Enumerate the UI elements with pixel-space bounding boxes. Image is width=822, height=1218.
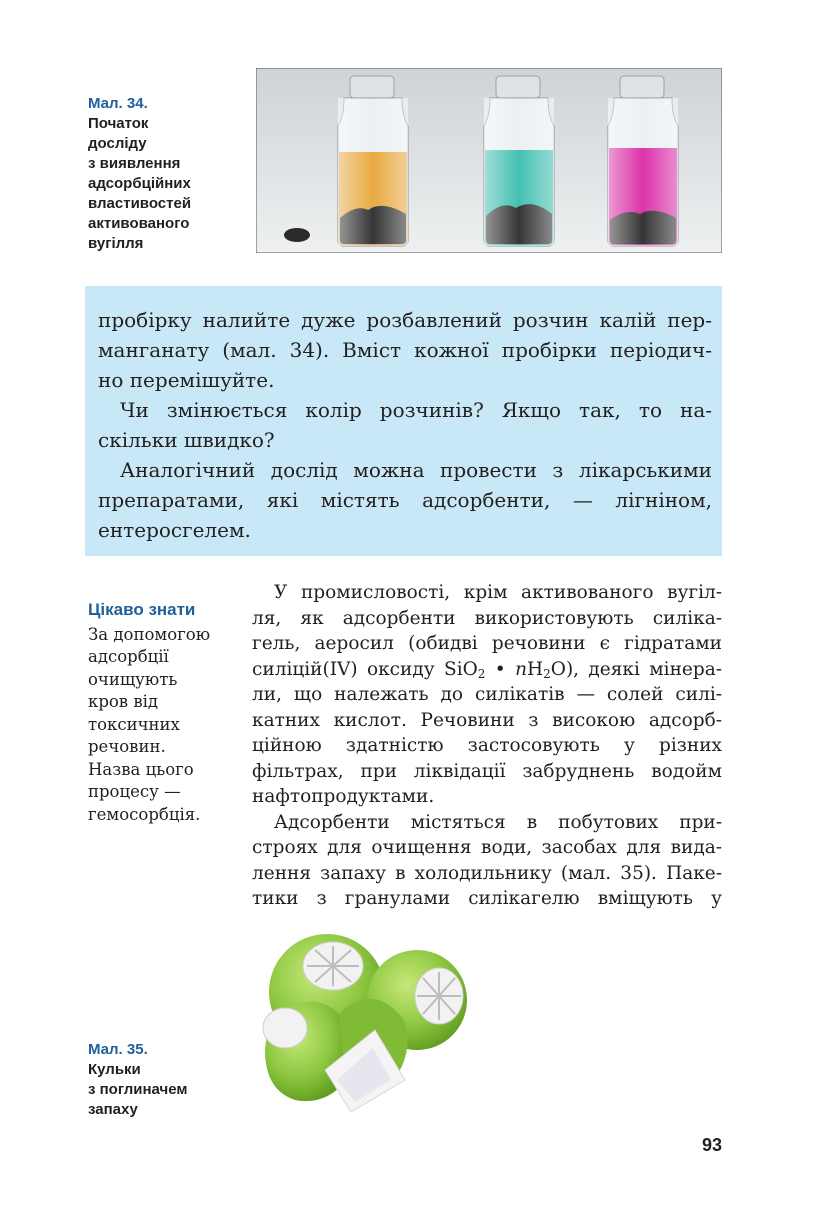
experiment-line: Чи змінюється колір розчинів? Якщо так, то на-	[120, 398, 712, 422]
fig34-caption-line: досліду	[88, 135, 147, 152]
experiment-line: ентеросгелем.	[98, 518, 251, 542]
body-line: Адсорбенти містяться в побутових при-	[274, 811, 722, 833]
body-line: ли, що належать до силікатів — солей силі-	[252, 684, 722, 705]
formula-text: O), деякі мінера-	[550, 658, 722, 680]
fig34-caption-title: Мал. 34.	[88, 95, 148, 112]
experiment-line: манганату (мал. 34). Вміст кожної пробірки періодич-	[98, 338, 712, 362]
formula-text: H	[527, 658, 544, 680]
formula-subscript: 2	[477, 666, 486, 681]
experiment-line: но перемішуйте.	[98, 368, 275, 392]
fig34-caption-line: адсорбційних	[88, 175, 191, 192]
experiment-line: препаратами, які містять адсорбенти, — лігніном,	[98, 488, 712, 512]
note-line: гемосорбція.	[88, 804, 201, 824]
body-line: фільтрах, при ліквідації забруднень водойм	[252, 760, 722, 782]
fig35-caption-line: запаху	[88, 1101, 138, 1118]
open-green-ball	[263, 999, 408, 1112]
experiment-line: скільки швидко?	[98, 428, 275, 452]
formula-n: n	[515, 658, 527, 680]
fig34-caption-line: активованого	[88, 215, 190, 232]
body-line: катних кислот. Речовини з високою адсорб-	[252, 709, 722, 731]
body-line: гель, аеросил (обидві речовини є гідратами	[252, 633, 722, 654]
fig35-absorber-balls-photo	[255, 930, 475, 1118]
interesting-fact-note	[88, 599, 238, 826]
fig34-caption-line: Початок	[88, 115, 149, 132]
fig35-caption-line: з поглиначем	[88, 1081, 188, 1098]
main-text	[252, 580, 722, 912]
body-line: ційною здатністю застосовують у різних	[252, 735, 722, 756]
formula-text: силіцій(IV) оксиду SiO	[252, 658, 478, 680]
formula-dot: •	[485, 658, 516, 680]
vial-teal	[484, 76, 554, 246]
note-line: Назва цього	[88, 759, 194, 779]
note-line: кров від	[88, 692, 159, 711]
body-line: нафтопродуктами.	[252, 786, 435, 807]
body-line: ля, як адсорбенти використовують силіка-	[252, 607, 722, 629]
fig34-caption-line: вугілля	[88, 235, 144, 252]
charcoal-tablet	[284, 228, 310, 242]
note-line: очищують	[88, 669, 178, 689]
note-line: речовин.	[88, 737, 166, 756]
experiment-line: пробірку налийте дуже розбавлений розчин калій пер-	[98, 308, 712, 332]
fig34-caption-line: властивостей	[88, 195, 192, 212]
fig34-vials-photo	[256, 68, 722, 253]
fig35-caption-title: Мал. 35.	[88, 1041, 148, 1058]
note-line: токсичних	[88, 714, 180, 734]
formula-subscript: 2	[543, 666, 551, 681]
body-line: тики з гранулами силікагелю вміщують у	[252, 888, 722, 909]
experiment-line: Аналогічний дослід можна провести з лікарськими	[120, 458, 712, 482]
vial-magenta	[608, 76, 678, 246]
page-number: 93	[701, 1135, 722, 1155]
vial-orange	[338, 76, 408, 246]
fig35-caption	[88, 1040, 187, 1120]
body-line-formula	[252, 657, 722, 683]
body-line: лення запаху в холодильнику (мал. 35). Паке-	[252, 862, 722, 884]
note-line: процесу —	[88, 782, 181, 801]
body-line: У промисловості, крім активованого вугіл-	[274, 582, 722, 603]
note-line: адсорбції	[88, 647, 169, 666]
fig34-caption	[88, 94, 191, 254]
fig34-caption-line: з виявлення	[88, 155, 181, 172]
fig35-caption-line: Кульки	[88, 1061, 141, 1078]
note-line: За допомогою	[88, 624, 211, 644]
note-title: Цікаво знати	[88, 600, 196, 619]
body-line: строях для очищення води, засобах для вида-	[252, 837, 722, 858]
experiment-text	[98, 305, 712, 545]
